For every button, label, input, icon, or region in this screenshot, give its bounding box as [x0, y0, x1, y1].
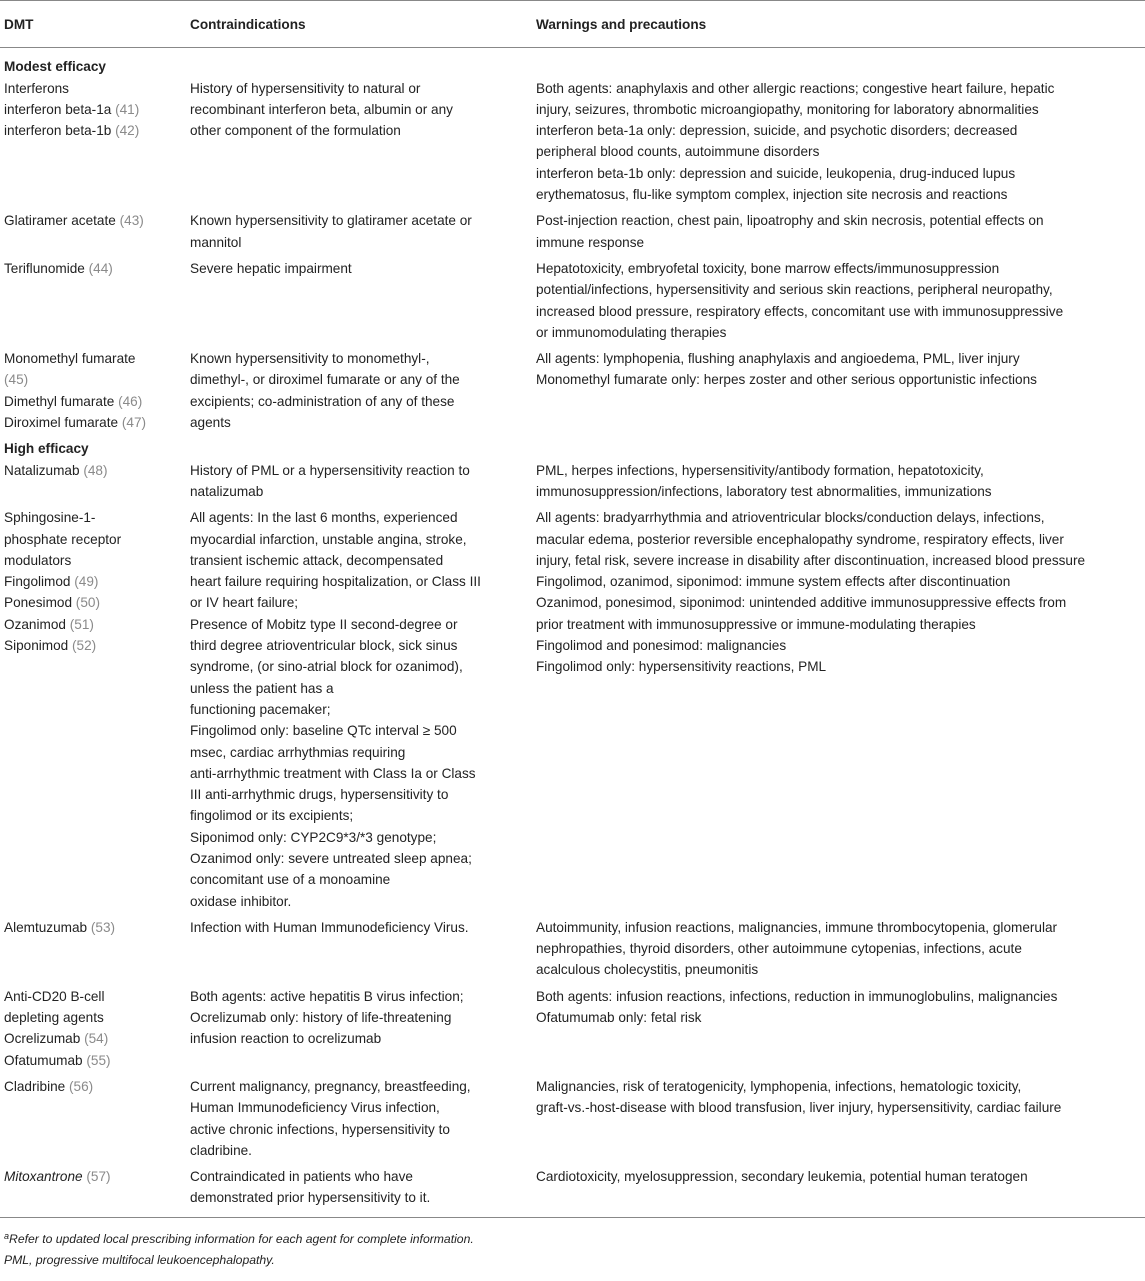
warnings-cell: Autoimmunity, infusion reactions, malignancies, immune thrombocytopenia, glomerular nephropathies, thyroid disorders, other autoimmune cytopenias, infections, acute acalculous cholecystitis, pneumonitis [536, 919, 1058, 978]
dmt-cell: Interferons [4, 80, 69, 96]
reference-link[interactable]: (56) [69, 1078, 94, 1094]
reference-link[interactable]: (45) [4, 372, 29, 388]
warnings-cell: Cardiotoxicity, myelosuppression, secondary leukemia, potential human teratogen [533, 1166, 1145, 1217]
footnote-a: $^a$Refer to updated local prescribing information for each agent for complete information. [4, 1230, 474, 1246]
table-row [0, 1166, 1145, 1217]
dmt-cell: Anti-CD20 B-cell depleting agents Ocrelizumab (54) Ofatumumab (55) [4, 988, 111, 1068]
warnings-cell: Post-injection reaction, chest pain, lipoatrophy and skin necrosis, potential effects on immune response [536, 213, 1044, 250]
dmt-cell: Natalizumab (48) [4, 462, 108, 478]
reference-link[interactable]: (49) [74, 574, 99, 590]
dmt-cell: Cladribine (56) [4, 1078, 94, 1094]
contraindications-cell: History of PML or a hypersensitivity reaction to natalizumab [190, 462, 470, 499]
warnings-cell: Both agents: infusion reactions, infections, reduction in immunoglobulins, malignancies Ofatumumab only: fetal risk [536, 988, 1058, 1026]
reference-link[interactable]: (48) [83, 462, 108, 478]
table-row [0, 460, 1145, 508]
table-row [0, 1076, 1145, 1166]
section-high-efficacy: High efficacy [4, 441, 89, 457]
dmt-cell: Glatiramer acetate (43) [4, 213, 144, 229]
table-row [0, 986, 1145, 1076]
section-row [0, 48, 1145, 78]
reference-link[interactable]: (57) [86, 1169, 111, 1185]
header-dmt: DMT [0, 1, 187, 48]
reference-link[interactable]: (55) [86, 1052, 111, 1068]
contraindications-cell: Known hypersensitivity to monomethyl-, dimethyl-, or diroximel fumarate or any of the excipients; co-administration of any of these agents [190, 351, 460, 431]
warnings-cell: All agents: bradyarrhythmia and atrioventricular blocks/conduction delays, infections, macular edema, posterior reversible encephalopathy syndrome, respiratory effects, liver injury, fetal risk, severe increase in disability after discontinuation, increased blood pressure Fingolimod, ozanimod, siponimod: immune system effects after discontinuation Ozanimod, ponesimod, siponimod: unintended additive immunosuppressive effects from prior treatment with immunosuppressive or immune-modulating therapies Fingolimod and ponesimod: malignancies Fingolimod only: hypersensitivity reactions, PML [536, 510, 1086, 675]
contraindications-cell: Severe hepatic impairment [190, 260, 352, 276]
warnings-cell: Hepatotoxicity, embryofetal toxicity, bone marrow effects/immunosuppression potential/infections, hypersensitivity and serious skin reactions, peripheral neuropathy, increased blood pressure, respiratory effects, concomitant use with immunosuppressive or immunomodulating therapies [536, 260, 1064, 340]
table-row [0, 507, 1145, 917]
reference-link[interactable]: (46) [118, 393, 143, 409]
contraindications-cell: History of hypersensitivity to natural or recombinant interferon beta, albumin or any other component of the formulation [190, 80, 453, 139]
table-row: Interferons interferon beta-1a (41) interferon beta-1b (42) History of hypersensitivity to natural or recombinant interferon beta, albumin or any other component of the formulation Both agents: anaphylaxis and other allergic reactions; congestive heart failure, hepatic injury, seizures, thrombotic microangiopathy, monitoring for laboratory abnormalities interferon beta-1a only: depression, suicide, and psychotic disorders; decreased peripheral blood counts, autoimmune disorders interferon beta-1b only: depression and suicide, leukopenia, drug-induced lupus erythematosus, flu-like symptom complex, injection site necrosis and reactions [0, 78, 1145, 211]
reference-link[interactable]: (42) [115, 123, 140, 139]
reference-link[interactable]: (41) [115, 101, 140, 117]
table-row [0, 348, 1145, 438]
dmt-cell: Teriflunomide (44) [4, 260, 113, 276]
table-row [0, 258, 1145, 348]
warnings-cell: All agents: lymphopenia, flushing anaphylaxis and angioedema, PML, liver injury Monomethyl fumarate only: herpes zoster and other serious opportunistic infections [536, 351, 1037, 388]
section-row [0, 438, 1145, 459]
reference-link[interactable]: (54) [84, 1031, 109, 1047]
dmt-cell: Alemtuzumab (53) [4, 919, 116, 935]
warnings-cell: Both agents: anaphylaxis and other allergic reactions; congestive heart failure, hepatic injury, seizures, thrombotic microangiopathy, monitoring for laboratory abnormalities interferon beta-1a only: depression, suicide, and psychotic disorders; decreased peripheral blood counts, autoimmune disorders interferon beta-1b only: depression and suicide, leukopenia, drug-induced lupus erythematosus, flu-like symptom complex, injection site necrosis and reactions [536, 80, 1055, 203]
header-warnings: Warnings and precautions [533, 1, 1145, 48]
header-row [0, 1, 1145, 48]
contraindications-cell: All agents: In the last 6 months, experienced myocardial infarction, unstable angina, stroke, transient ischemic attack, decompensated heart failure requiring hospitalization, or Class III or IV heart failure; Presence of Mobitz type II second-degree or third degree atrioventricular block, sick sinus syndrome, (or sino-atrial block for ozanimod), unless the patient has a functioning pacemaker; Fingolimod only: baseline QTc interval ≥ 500 msec, cardiac arrhythmias requiring anti-arrhythmic treatment with Class Ia or Class III anti-arrhythmic drugs, hypersensitivity to fingolimod or its excipients; Siponimod only: CYP2C9*3/*3 genotype; Ozanimod only: severe untreated sleep apnea; concomitant use of a monoamine oxidase inhibitor. [190, 510, 481, 909]
contraindications-cell: Contraindicated in patients who have demonstrated prior hypersensitivity to it. [187, 1166, 533, 1217]
table-row [0, 917, 1145, 986]
contraindications-cell: Current malignancy, pregnancy, breastfeeding, Human Immunodeficiency Virus infection, active chronic infections, hypersensitivity to cladribine. [190, 1078, 471, 1158]
reference-link[interactable]: (47) [121, 415, 147, 431]
warnings-cell: Malignancies, risk of teratogenicity, lymphopenia, infections, hematologic toxicity, graft-vs.-host-disease with blood transfusion, liver injury, hypersensitivity, cardiac failure [536, 1078, 1062, 1116]
reference-link[interactable]: (43) [119, 213, 144, 229]
dmt-cell: Monomethyl fumarate (45) Dimethyl fumarate (46) Diroximel fumarate (47) [4, 351, 147, 431]
warnings-cell: PML, herpes infections, hypersensitivity/antibody formation, hepatotoxicity, immunosuppression/infections, laboratory test abnormalities, immunizations [536, 462, 992, 499]
contraindications-cell: Infection with Human Immunodeficiency Virus. [190, 919, 469, 935]
reference-link[interactable]: (53) [90, 919, 116, 935]
reference-link[interactable]: (44) [88, 260, 113, 276]
header-contraindications: Contraindications [187, 1, 533, 48]
dmt-cell: Sphingosine-1- phosphate receptor modulators Fingolimod (49) Ponesimod (50) Ozanimod (51) Siponimod (52) [4, 510, 122, 654]
footnote-pml: PML, progressive multifocal leukoencephalopathy. [4, 1252, 275, 1267]
contraindications-cell: Both agents: active hepatitis B virus infection; Ocrelizumab only: history of life-threatening infusion reaction to ocrelizumab [190, 988, 464, 1047]
section-modest-efficacy: Modest efficacy [4, 59, 106, 75]
contraindications-cell: Known hypersensitivity to glatiramer acetate or mannitol [190, 213, 472, 250]
reference-link[interactable]: (51) [69, 616, 94, 632]
dmt-cell: Mitoxantrone (57) [0, 1166, 187, 1217]
reference-link[interactable]: (50) [75, 595, 100, 611]
table-row [0, 210, 1145, 258]
table-footnotes [0, 1218, 1145, 1271]
reference-link[interactable]: (52) [72, 638, 97, 654]
